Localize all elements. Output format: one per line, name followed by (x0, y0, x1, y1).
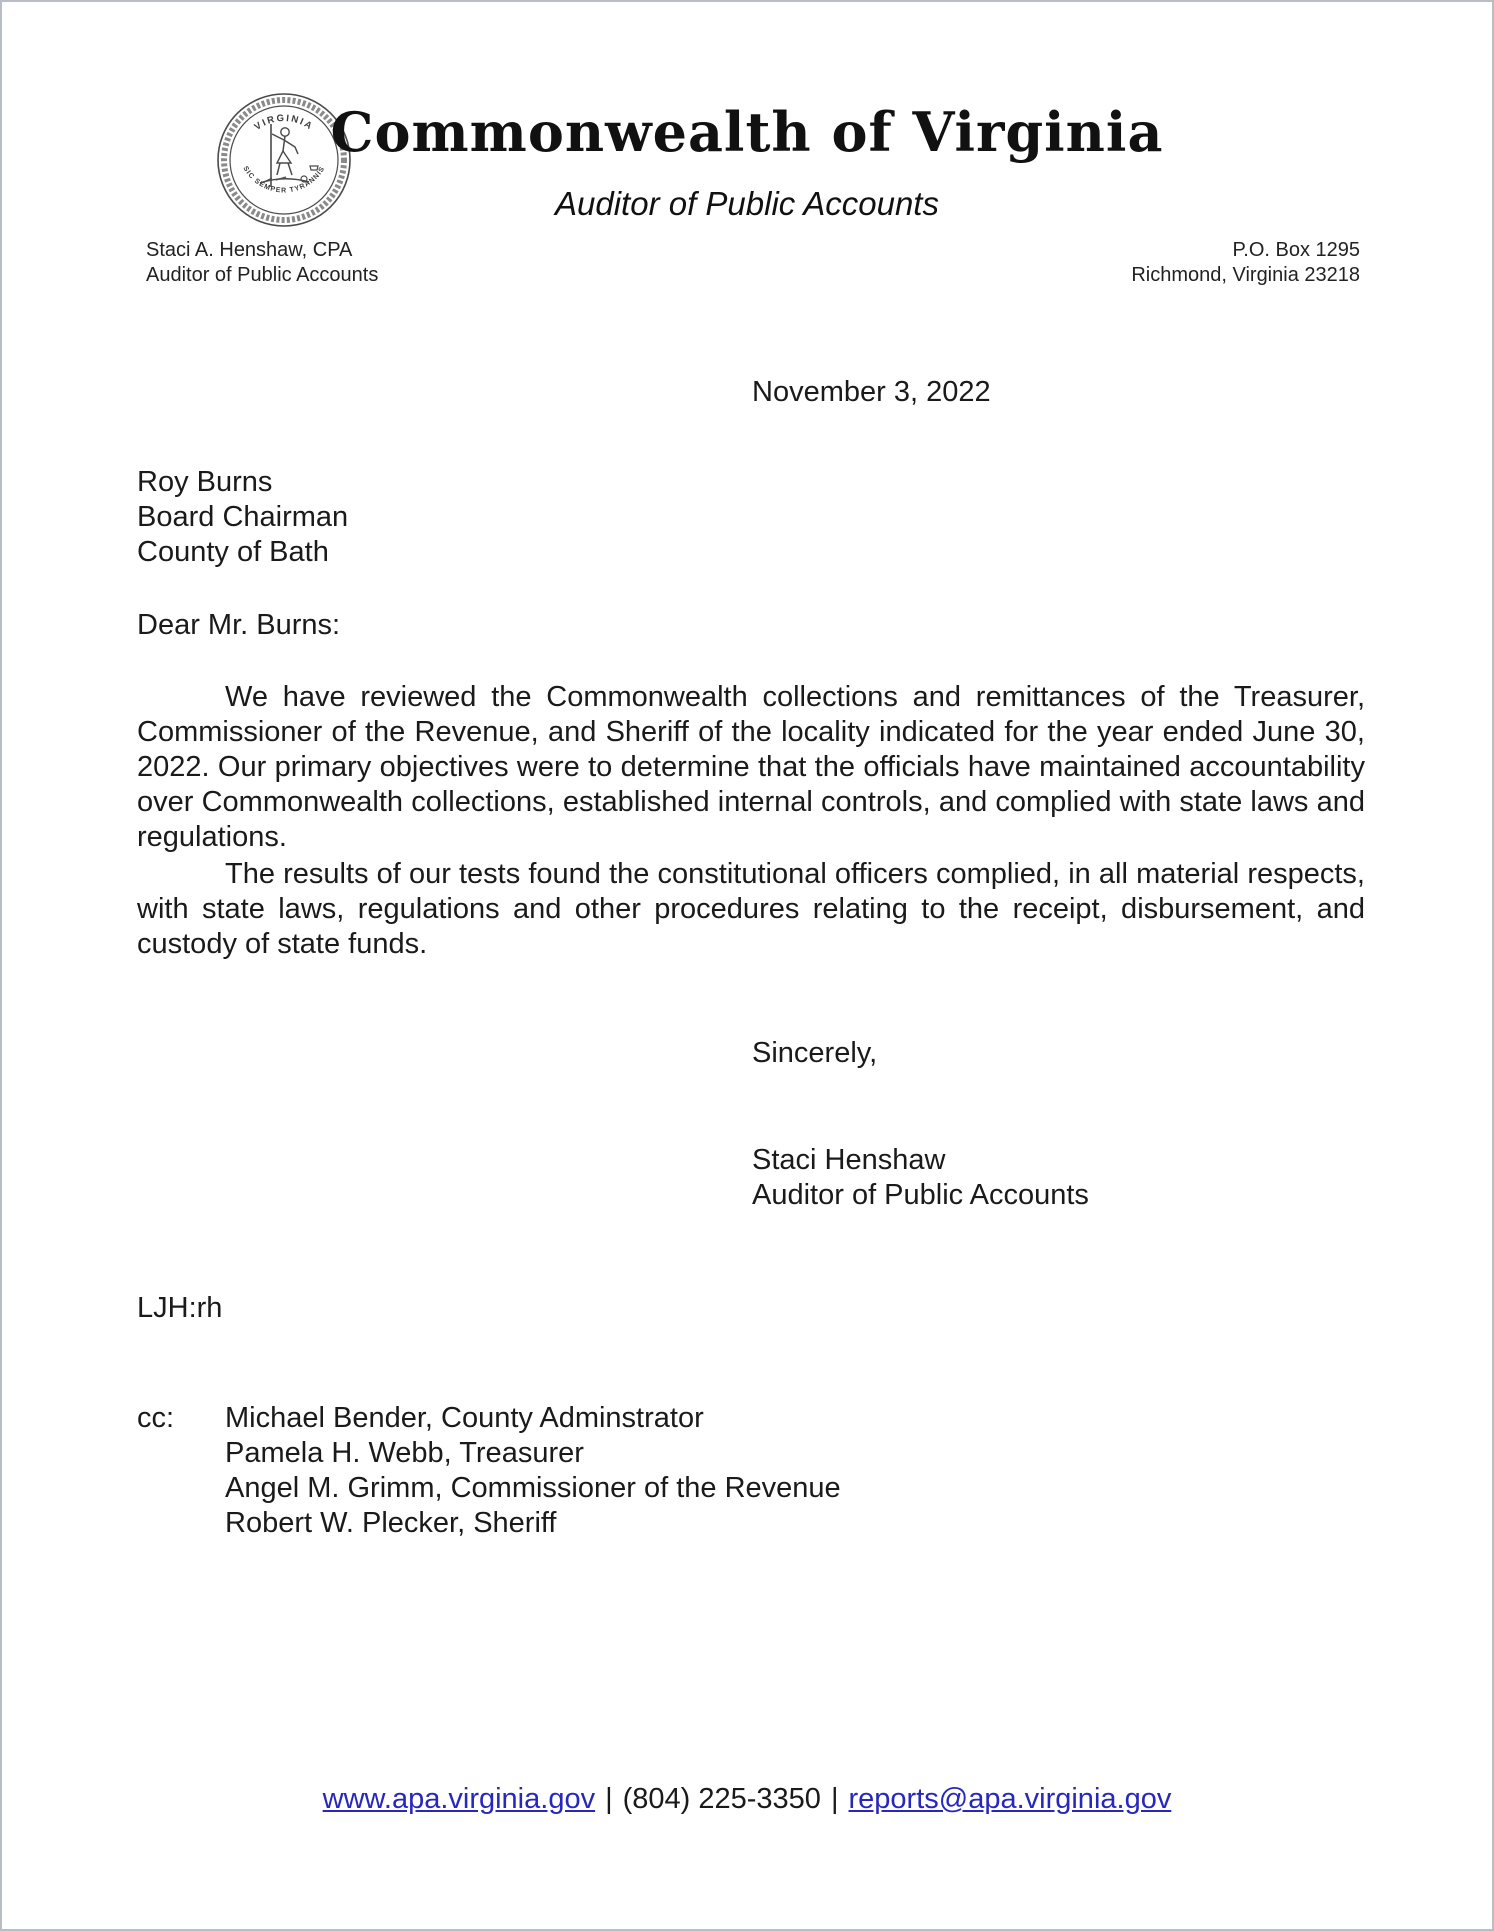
signature-block (752, 1143, 1089, 1213)
recipient-name: Roy Burns (137, 466, 273, 498)
body-paragraph-1: We have reviewed the Commonwealth collections and remittances of the Treasurer, Commissioner of the Revenue, and Sheriff of the locality indicated for the year ended June 30, 2022. Our primary objectives were to determine that the officials have maintained accountability over Commonwealth collections, established internal controls, and complied with state laws and regulations. (137, 681, 1365, 853)
salutation: Dear Mr. Burns: (137, 609, 341, 641)
signer-name: Staci Henshaw (752, 1144, 946, 1176)
recipient-block (137, 465, 348, 570)
official-title: Auditor of Public Accounts (146, 264, 379, 286)
org-title: Commonwealth of Virginia (330, 100, 1164, 164)
office-po-box: P.O. Box 1295 (1232, 239, 1360, 261)
reference-initials: LJH:rh (137, 1292, 223, 1324)
svg-text:SIC SEMPER TYRANNIS: SIC SEMPER TYRANNIS (241, 165, 327, 195)
cc-name-2: Pamela H. Webb, Treasurer (225, 1437, 584, 1469)
svg-text:VIRGINIA: VIRGINIA (252, 112, 316, 133)
cc-names (225, 1401, 841, 1541)
body-paragraph-2: The results of our tests found the constitutional officers complied, in all material respects, with state laws, regulations and other procedures relating to the receipt, disbursement, and custody of state funds. (137, 858, 1365, 960)
official-block (146, 238, 378, 288)
signer-title: Auditor of Public Accounts (752, 1179, 1089, 1211)
cc-label: cc: (137, 1402, 175, 1434)
footer-separator: | (605, 1783, 613, 1815)
email-link[interactable]: reports@apa.virginia.gov (848, 1783, 1172, 1815)
official-name: Staci A. Henshaw, CPA (146, 239, 353, 261)
cc-name-4: Robert W. Plecker, Sheriff (225, 1507, 557, 1539)
recipient-locality: County of Bath (137, 536, 329, 568)
office-city: Richmond, Virginia 23218 (1131, 264, 1360, 286)
website-link[interactable]: www.apa.virginia.gov (322, 1783, 596, 1815)
footer-contact-line (2, 1783, 1492, 1816)
office-address-block (1131, 238, 1360, 288)
org-subtitle: Auditor of Public Accounts (555, 185, 939, 222)
closing: Sincerely, (752, 1037, 878, 1069)
footer-separator: | (830, 1783, 839, 1815)
cc-name-3: Angel M. Grimm, Commissioner of the Revenue (225, 1472, 841, 1504)
cc-name-1: Michael Bender, County Adminstrator (225, 1402, 704, 1434)
letter-date: November 3, 2022 (752, 376, 991, 408)
cc-block (137, 1401, 841, 1541)
recipient-title: Board Chairman (137, 501, 349, 533)
phone-number: (804) 225-3350 (622, 1783, 821, 1815)
